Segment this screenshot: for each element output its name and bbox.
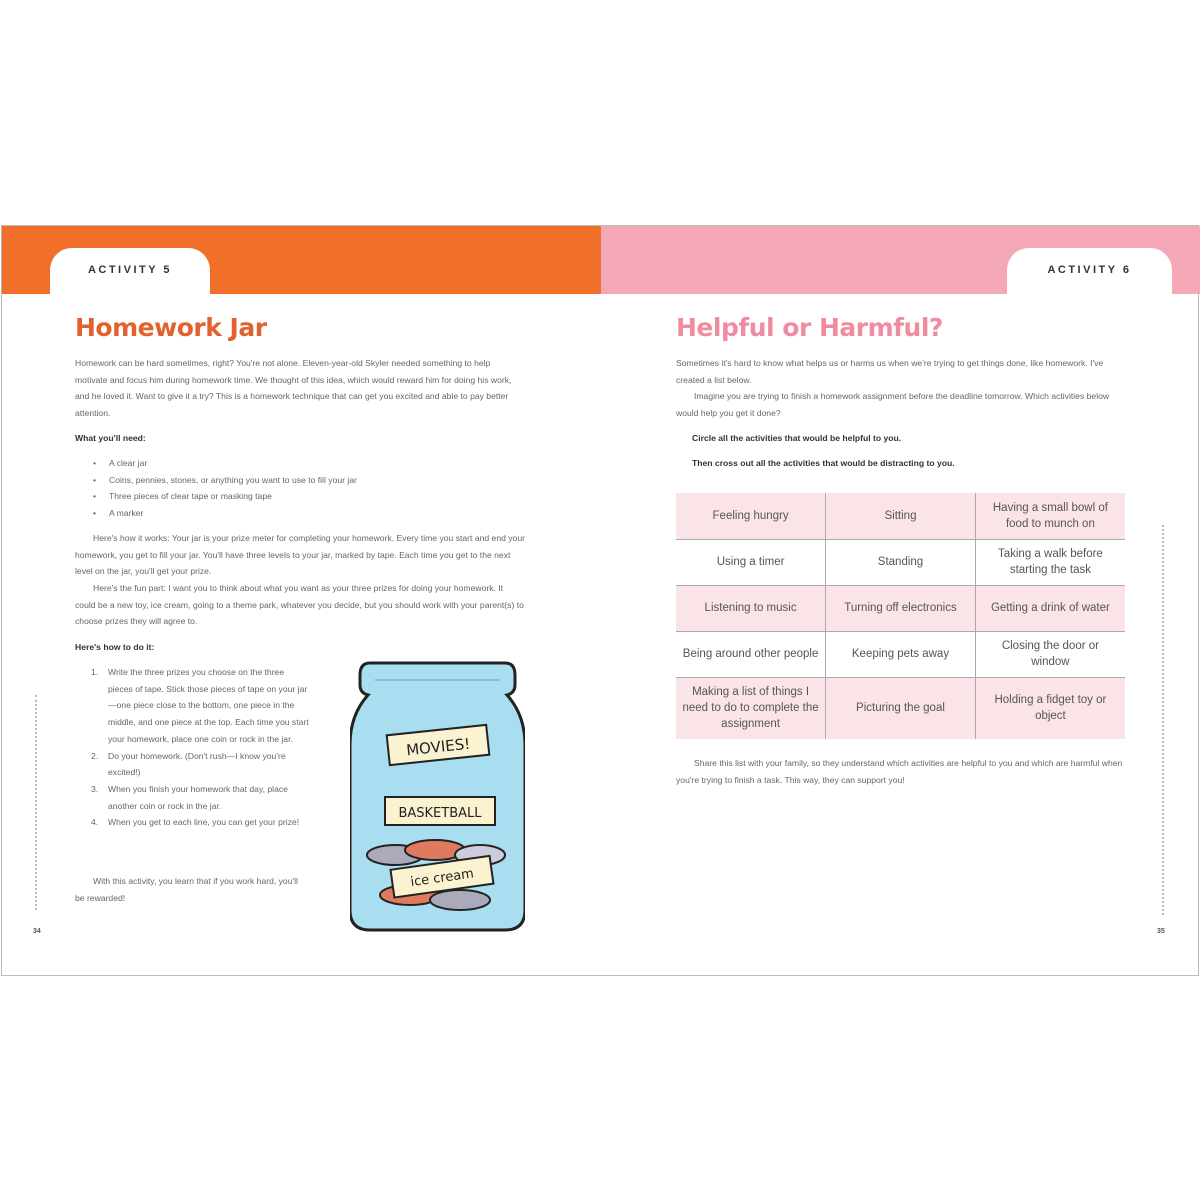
table-row <box>676 493 1125 539</box>
step-item: 4. When you get to each line, you can get your prize! <box>91 817 300 828</box>
table-row <box>676 585 1125 631</box>
intro-paragraph-2: Imagine you are trying to finish a homework assignment before the deadline tomorrow. Which activities below would help you get it done? <box>676 391 1110 418</box>
list-item: • Coins, pennies, stones, or anything you want to use to fill your jar <box>75 472 515 489</box>
how-it-works-paragraph: Here's how it works: Your jar is your prize meter for completing your homework. Every time you start and end your homework, you get to fill your jar. You'll have three levels to your jar, marked by tape. Each time you get to the next level on the jar, you'll get your prize. <box>75 533 525 577</box>
running-footer-right <box>1162 525 1165 915</box>
jar-label-basketball: BASKETBALL <box>398 806 482 821</box>
page-number-right: 35 <box>1157 928 1165 935</box>
activity-cell[interactable]: Holding a fidget toy or object <box>975 677 1125 739</box>
jar-illustration <box>350 655 525 935</box>
activities-table <box>676 493 1125 739</box>
page-title-helpful-or-harmful: Helpful or Harmful? <box>676 313 943 342</box>
table-row <box>676 631 1125 677</box>
list-item: • Three pieces of clear tape or masking tape <box>75 488 515 505</box>
intro-paragraph-1: Sometimes it's hard to know what helps us or harms us when we're trying to get things done, like homework. I've created a list below. <box>676 358 1104 385</box>
step-item: 2. Do your homework. (Don't rush—I know you're excited!) <box>91 750 286 778</box>
list-item: • A clear jar <box>75 455 515 472</box>
page-number-left: 34 <box>33 928 41 935</box>
activity-cell[interactable]: Feeling hungry <box>676 493 826 539</box>
activity-cell[interactable]: Closing the door or window <box>975 631 1125 677</box>
needs-list <box>75 455 515 522</box>
jar-label-movies: MOVIES! <box>405 734 472 760</box>
closing-paragraph: With this activity, you learn that if you work hard, you'll be rewarded! <box>75 876 298 903</box>
table-row <box>676 539 1125 585</box>
activity-cell[interactable]: Taking a walk before starting the task <box>975 539 1125 585</box>
activity-cell[interactable]: Making a list of things I need to do to complete the assignment <box>676 677 826 739</box>
running-footer-left <box>35 695 38 910</box>
activity-cell[interactable]: Standing <box>826 539 976 585</box>
activity-cell[interactable]: Being around other people <box>676 631 826 677</box>
page-title-homework-jar: Homework Jar <box>75 313 267 342</box>
activity-cell[interactable]: Picturing the goal <box>826 677 976 739</box>
fun-part-paragraph: Here's the fun part: I want you to think about what you want as your three prizes for doing your homework. It could be a new toy, ice cream, going to a theme park, whatever you decide, but you should work with your parent(s) to choose prizes they will agree to. <box>75 583 524 627</box>
steps-heading: Here's how to do it: <box>75 642 155 652</box>
intro-paragraph: Homework can be hard sometimes, right? You're not alone. Eleven-year-old Skyler needed something to help motivate and focus him during homework time. We thought of this idea, which would reward him for doing his work, and he loved it. Want to give it a try? This is a homework technique that can get you excited and able to pay better attention. <box>75 358 512 419</box>
activity-cell[interactable]: Having a small bowl of food to munch on <box>975 493 1125 539</box>
activity-5-tab: ACTIVITY 5 <box>50 248 210 294</box>
activity-cell[interactable]: Keeping pets away <box>826 631 976 677</box>
activity-cell[interactable]: Listening to music <box>676 585 826 631</box>
needs-heading: What you'll need: <box>75 433 146 443</box>
activity-cell[interactable]: Using a timer <box>676 539 826 585</box>
instruction-cross-out: Then cross out all the activities that would be distracting to you. <box>692 458 955 468</box>
activity-6-tab: ACTIVITY 6 <box>1007 248 1172 294</box>
jar-label-ice-cream: ice cream <box>409 866 475 891</box>
step-item: 1. Write the three prizes you choose on the three pieces of tape. Stick those pieces of tape on your jar—one piece close to the bottom, one piece in the middle, and one piece at the top. Each time you start your homework, place one coin or rock in the jar. <box>91 667 309 744</box>
table-row <box>676 677 1125 739</box>
activity-cell[interactable]: Turning off electronics <box>826 585 976 631</box>
instruction-circle: Circle all the activities that would be helpful to you. <box>692 433 902 443</box>
steps-list <box>75 664 310 831</box>
closing-paragraph: Share this list with your family, so they understand which activities are helpful to you and which are harmful when you're trying to finish a task. This way, they can support you! <box>676 758 1123 785</box>
activity-cell[interactable]: Sitting <box>826 493 976 539</box>
list-item: • A marker <box>75 505 515 522</box>
step-item: 3. When you finish your homework that day, place another coin or rock in the jar. <box>91 783 288 811</box>
activity-cell[interactable]: Getting a drink of water <box>975 585 1125 631</box>
